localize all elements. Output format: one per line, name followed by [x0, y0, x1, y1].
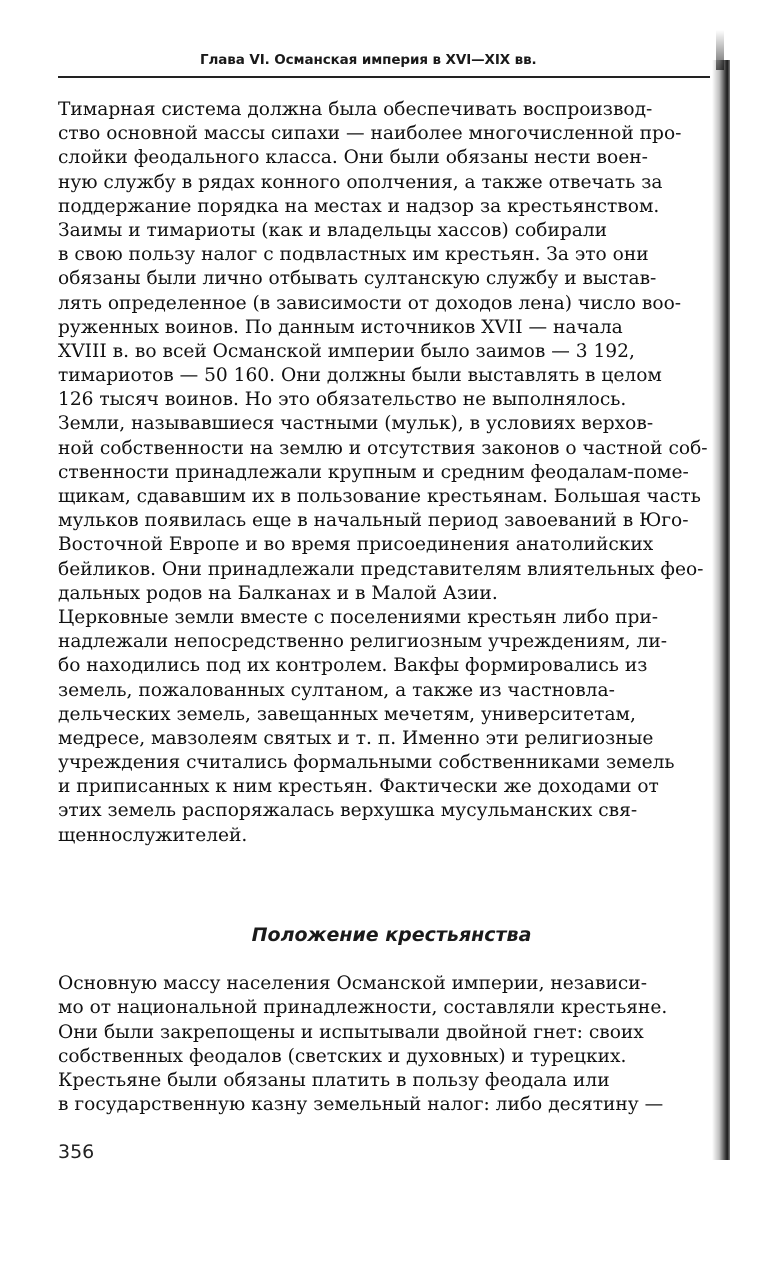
- text-block: [58, 98, 710, 848]
- text-line: медресе, мавзолеям святых и т. п. Именно эти религиозные: [58, 727, 654, 749]
- text-line: надлежали непосредственно религиозным учреждениям, ли-: [58, 631, 667, 653]
- text-line: Основную массу населения Османской империи, независи-: [58, 973, 647, 994]
- text-line: этих земель распоряжалась верхушка мусульманских свя-: [58, 800, 638, 822]
- text-line: земель, пожалованных султаном, а также из частновла-: [58, 679, 615, 701]
- text-line: учреждения считались формальными собственниками земель: [58, 752, 675, 774]
- text-line: дальных родов на Балканах и в Малой Азии.: [58, 582, 498, 604]
- text-line: ной собственности на землю и отсутствия законов о частной соб-: [58, 437, 708, 459]
- text-block: [58, 972, 710, 1118]
- text-line: Крестьяне были обязаны платить в пользу феодала или: [58, 1070, 610, 1092]
- text-line: тимариотов — 50 160. Они должны были выставлять в целом: [58, 365, 662, 387]
- text-line: Тимарная система должна была обеспечивать воспроизвод-: [58, 99, 653, 120]
- text-line: дельческих земель, завещанных мечетям, университетам,: [58, 703, 636, 725]
- header-rule: [58, 76, 710, 78]
- text-line: ную службу в рядах конного ополчения, а также отвечать за: [58, 171, 663, 193]
- text-line: Земли, называвшиеся частными (мульк), в условиях верхов-: [58, 413, 654, 435]
- text-line: обязаны были лично отбывать султанскую службу и выстав-: [58, 268, 657, 290]
- text-line: Церковные земли вместе с поселениями крестьян либо при-: [58, 606, 659, 628]
- text-line: и приписанных к ним крестьян. Фактически же доходами от: [58, 776, 659, 798]
- section-heading: Положение крестьянства: [251, 924, 532, 946]
- section-body-1: [58, 98, 710, 848]
- text-line: ственности принадлежали крупным и средним феодалам-поме-: [58, 461, 689, 483]
- text-line: поддержание порядка на местах и надзор за крестьянством.: [58, 195, 660, 217]
- text-line: мо от национальной принадлежности, составляли крестьяне.: [58, 997, 668, 1019]
- spine-shadow: [712, 60, 730, 1160]
- running-header: Глава VI. Османская империя в XVI—XIX вв.: [200, 52, 537, 68]
- text-line: щикам, сдававшим их в пользование крестьянам. Большая часть: [58, 486, 701, 507]
- text-line: в государственную казну земельный налог: либо десятину —: [58, 1094, 664, 1116]
- text-line: руженных воинов. По данным источников XVII — начала: [58, 316, 623, 338]
- text-line: ство основной массы сипахи — наиболее многочисленной про-: [58, 123, 682, 145]
- text-line: XVIII в. во всей Османской империи было заимов — 3 192,: [58, 340, 635, 362]
- text-line: собственных феодалов (светских и духовных) и турецких.: [58, 1045, 627, 1067]
- text-line: 126 тысяч воинов. Но это обязательство не выполнялось.: [58, 389, 627, 411]
- text-line: Восточной Европе и во время присоединения анатолийских: [58, 534, 654, 556]
- text-line: Они были закрепощены и испытывали двойной гнет: своих: [58, 1021, 644, 1043]
- text-line: лять определенное (в зависимости от доходов лена) число воо-: [58, 292, 682, 314]
- text-line: слойки феодального класса. Они были обязаны нести воен-: [58, 147, 648, 169]
- section-body-2: [58, 972, 710, 1118]
- text-line: в свою пользу налог с подвластных им крестьян. За это они: [58, 244, 649, 266]
- text-line: бейликов. Они принадлежали представителям влиятельных фео-: [58, 558, 704, 580]
- text-line: щеннослужителей.: [58, 824, 248, 846]
- text-line: мульков появилась еще в начальный период завоеваний в Юго-: [58, 510, 689, 532]
- text-line: бо находились под их контролем. Вакфы формировались из: [58, 655, 648, 677]
- text-line: Заимы и тимариоты (как и владельцы хассов) собирали: [58, 219, 608, 241]
- page-number: 356: [58, 1141, 95, 1163]
